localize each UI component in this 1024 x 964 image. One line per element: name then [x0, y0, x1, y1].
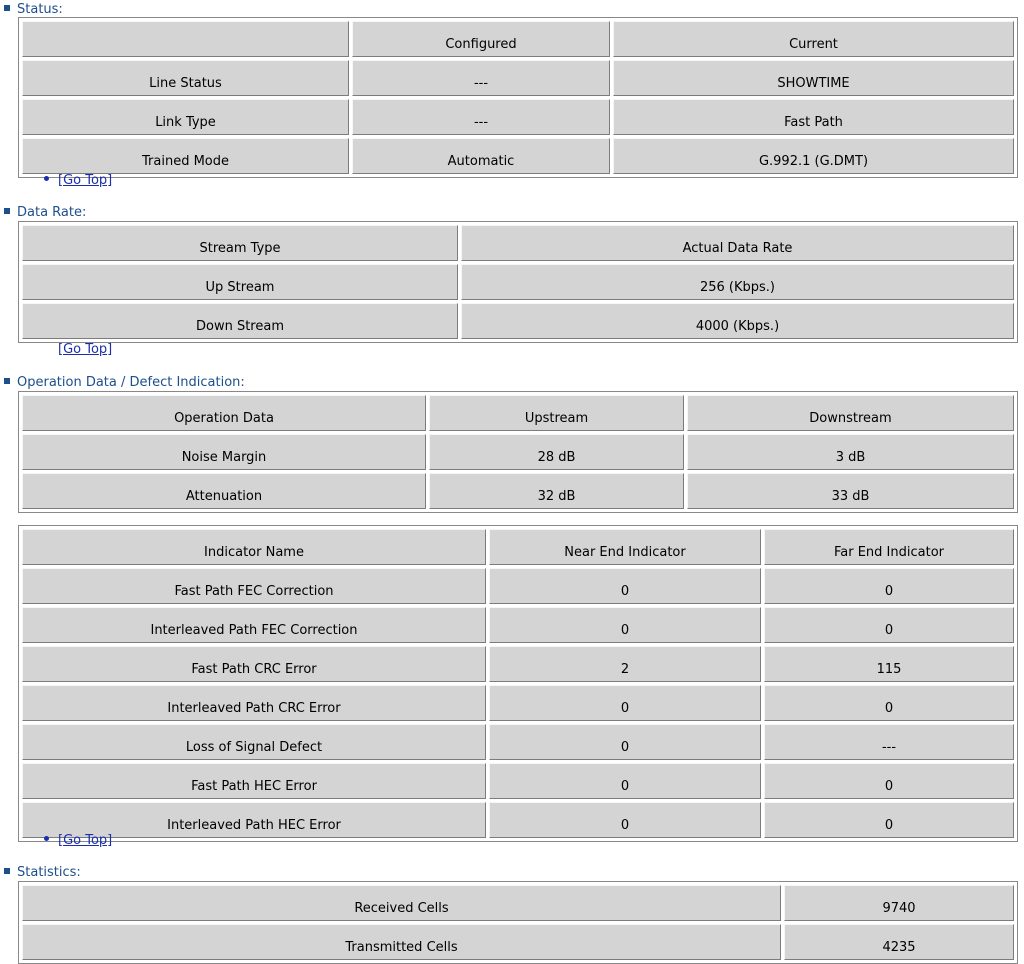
near-end-value: 0 — [489, 607, 761, 643]
header-cell: Stream Type — [22, 225, 458, 261]
far-end-value: 0 — [764, 763, 1014, 799]
table-row — [22, 763, 1014, 799]
table-row — [22, 802, 1014, 838]
table-row — [22, 646, 1014, 682]
table-row — [22, 885, 1014, 921]
section-marker-icon — [4, 378, 10, 384]
row-label: Received Cells — [22, 885, 781, 921]
row-label: Up Stream — [22, 264, 458, 300]
cell-count-value: 4235 — [784, 924, 1014, 960]
row-label: Link Type — [22, 99, 349, 135]
operation-data-table — [18, 391, 1018, 513]
row-label: Fast Path HEC Error — [22, 763, 486, 799]
go-top-link[interactable]: [Go Top] — [58, 833, 113, 848]
table-header-row — [22, 529, 1014, 565]
far-end-value: 115 — [764, 646, 1014, 682]
table-row — [22, 264, 1014, 300]
statistics-table — [18, 881, 1018, 964]
table-row — [22, 303, 1014, 339]
data-rate-table — [18, 221, 1018, 343]
bullet-icon — [44, 836, 49, 841]
go-top-item — [44, 833, 112, 849]
table-row — [22, 607, 1014, 643]
configured-value: Automatic — [352, 138, 610, 174]
go-top-item — [58, 342, 112, 358]
header-cell: Indicator Name — [22, 529, 486, 565]
configured-value: --- — [352, 60, 610, 96]
go-top-link[interactable]: [Go Top] — [58, 342, 113, 357]
section-marker-icon — [4, 5, 10, 11]
header-cell — [22, 21, 349, 57]
upstream-value: 32 dB — [429, 473, 684, 509]
near-end-value: 0 — [489, 802, 761, 838]
section-marker-icon — [4, 868, 10, 874]
row-label: Down Stream — [22, 303, 458, 339]
header-cell: Near End Indicator — [489, 529, 761, 565]
far-end-value: 0 — [764, 685, 1014, 721]
table-header-row — [22, 395, 1014, 431]
header-cell: Operation Data — [22, 395, 426, 431]
rate-value: 256 (Kbps.) — [461, 264, 1014, 300]
far-end-value: 0 — [764, 568, 1014, 604]
near-end-value: 0 — [489, 763, 761, 799]
table-row — [22, 568, 1014, 604]
near-end-value: 2 — [489, 646, 761, 682]
header-cell: Far End Indicator — [764, 529, 1014, 565]
table-row — [22, 924, 1014, 960]
row-label: Transmitted Cells — [22, 924, 781, 960]
bullet-icon — [44, 176, 49, 181]
table-row — [22, 724, 1014, 760]
far-end-value: 0 — [764, 607, 1014, 643]
row-label: Interleaved Path FEC Correction — [22, 607, 486, 643]
header-cell: Downstream — [687, 395, 1014, 431]
far-end-value: --- — [764, 724, 1014, 760]
status-heading: Status: — [4, 2, 63, 18]
downstream-value: 3 dB — [687, 434, 1014, 470]
table-row — [22, 99, 1014, 135]
table-row — [22, 473, 1014, 509]
row-label: Noise Margin — [22, 434, 426, 470]
current-value: SHOWTIME — [613, 60, 1014, 96]
rate-value: 4000 (Kbps.) — [461, 303, 1014, 339]
section-marker-icon — [4, 208, 10, 214]
near-end-value: 0 — [489, 685, 761, 721]
go-top-link[interactable]: [Go Top] — [58, 173, 113, 188]
far-end-value: 0 — [764, 802, 1014, 838]
downstream-value: 33 dB — [687, 473, 1014, 509]
row-label: Loss of Signal Defect — [22, 724, 486, 760]
row-label: Fast Path CRC Error — [22, 646, 486, 682]
operation-heading: Operation Data / Defect Indication: — [4, 375, 245, 391]
row-label: Trained Mode — [22, 138, 349, 174]
table-row — [22, 434, 1014, 470]
header-cell: Configured — [352, 21, 610, 57]
header-cell: Actual Data Rate — [461, 225, 1014, 261]
row-label: Attenuation — [22, 473, 426, 509]
near-end-value: 0 — [489, 568, 761, 604]
cell-count-value: 9740 — [784, 885, 1014, 921]
near-end-value: 0 — [489, 724, 761, 760]
row-label: Interleaved Path HEC Error — [22, 802, 486, 838]
configured-value: --- — [352, 99, 610, 135]
defect-indicator-table — [18, 525, 1018, 842]
row-label: Interleaved Path CRC Error — [22, 685, 486, 721]
current-value: G.992.1 (G.DMT) — [613, 138, 1014, 174]
row-label: Fast Path FEC Correction — [22, 568, 486, 604]
status-table — [18, 17, 1018, 178]
statistics-heading: Statistics: — [4, 865, 81, 881]
data-rate-heading: Data Rate: — [4, 205, 86, 221]
header-cell: Current — [613, 21, 1014, 57]
header-cell: Upstream — [429, 395, 684, 431]
table-row — [22, 685, 1014, 721]
go-top-item — [44, 173, 112, 189]
table-header-row — [22, 21, 1014, 57]
table-header-row — [22, 225, 1014, 261]
current-value: Fast Path — [613, 99, 1014, 135]
table-row — [22, 60, 1014, 96]
upstream-value: 28 dB — [429, 434, 684, 470]
row-label: Line Status — [22, 60, 349, 96]
table-row — [22, 138, 1014, 174]
